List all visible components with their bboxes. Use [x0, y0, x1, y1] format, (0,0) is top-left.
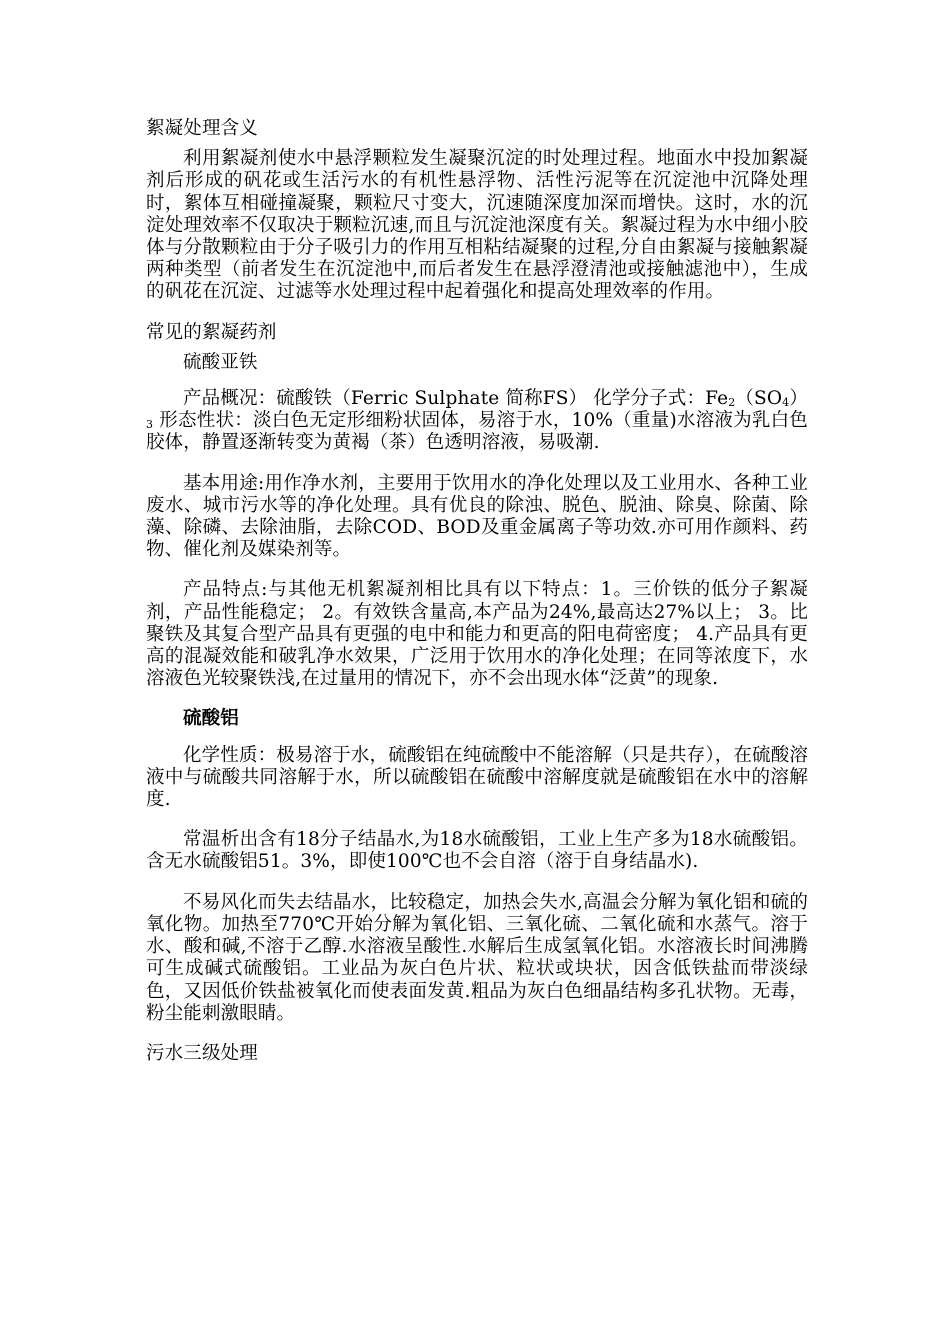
- paragraph-flocculation-definition: 利用絮凝剂使水中悬浮颗粒发生凝聚沉淀的时处理过程。地面水中投加絮凝剂后形成的矾花或生活污水的有机性悬浮物、活性污泥等在沉淀池中沉降处理时，絮体互相碰撞凝聚，颗粒尺寸变大，沉速随深度加深而增快。这时，水的沉淀处理效率不仅取决于颗粒沉速,而且与沉淀池深度有关。絮凝过程为水中细小胶体与分散颗粒由于分子吸引力的作用互相粘结凝聚的过程,分自由絮凝与接触絮凝两种类型（前者发生在沉淀池中,而后者发生在悬浮澄清池或接触滤池中），生成的矾花在沉淀、过滤等水处理过程中起着强化和提高处理效率的作用。: [146, 148, 808, 303]
- paragraph-stability: 不易风化而失去结晶水，比较稳定，加热会失水,高温会分解为氧化铝和硫的氧化物。加热至770℃开始分解为氧化铝、三氧化硫、二氧化硫和水蒸气。溶于水、酸和碱,不溶于乙醇.水溶液呈酸性.水解后生成氢氧化铝。水溶液长时间沸腾可生成碱式硫酸铝。工业品为灰白色片状、粒状或块状，因含低铁盐而带淡绿色，又因低价铁盐被氧化而使表面发黄.粗品为灰白色细晶结构多孔状物。无毒，粉尘能刺激眼睛。: [146, 891, 808, 1024]
- paragraph-product-overview: 产品概况：硫酸铁（Ferric Sulphate 简称FS） 化学分子式：$Fe_2(SO_4)_3$ 形态性状：淡白色无定形细粉状固体，易溶于水，10%（重量)水溶液为乳白色胶体，静置逐渐转变为黄褐（茶）色透明溶液，易吸潮.: [146, 388, 808, 454]
- sub-heading-aluminum-sulfate: 硫酸铝: [183, 708, 239, 730]
- document-page: [146, 118, 808, 1073]
- sub-heading-ferrous-sulfate: 硫酸亚铁: [183, 351, 258, 373]
- paragraph-product-features: 产品特点:与其他无机絮凝剂相比具有以下特点：1。三价铁的低分子絮凝剂，产品性能稳定； 2。有效铁含量高,本产品为24%,最高达27%以上； 3。比聚铁及其复合型产品具有更强的电中和能力和更高的阳电荷密度； 4.产品具有更高的混凝效能和破乳净水效果，广泛用于饮用水的净化处理；在同等浓度下，水溶液色光较聚铁浅,在过量用的情况下，亦不会出现水体“泛黄”的现象.: [146, 579, 808, 690]
- paragraph-chemical-properties: 化学性质：极易溶于水，硫酸铝在纯硫酸中不能溶解（只是共存），在硫酸溶液中与硫酸共同溶解于水，所以硫酸铝在硫酸中溶解度就是硫酸铝在水中的溶解度.: [146, 744, 808, 811]
- section-heading-flocculation-meaning: 絮凝处理含义: [146, 118, 258, 139]
- paragraph-crystallization: 常温析出含有18分子结晶水,为18水硫酸铝，工业上生产多为18水硫酸铝。含无水硫酸铝51。3%，即使100℃也不会自溶（溶于自身结晶水).: [146, 829, 808, 873]
- section-heading-tertiary-treatment: 污水三级处理: [146, 1042, 258, 1064]
- section-heading-common-flocculants: 常见的絮凝药剂: [146, 321, 277, 343]
- paragraph-basic-uses: 基本用途:用作净水剂，主要用于饮用水的净化处理以及工业用水、各种工业废水、城市污水等的净化处理。具有优良的除浊、脱色、脱油、除臭、除菌、除藻、除磷、去除油脂，去除COD、BOD及重金属离子等功效.亦可用作颜料、药物、催化剂及媒染剂等。: [146, 472, 808, 561]
